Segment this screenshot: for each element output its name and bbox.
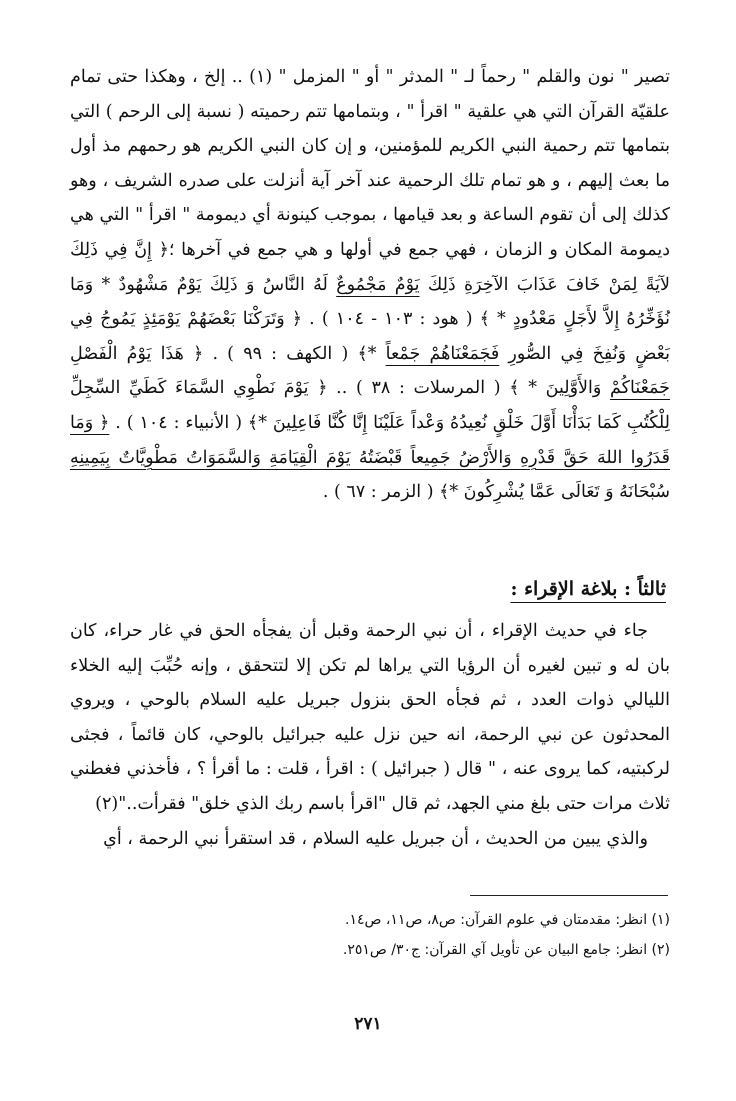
body-paragraph xyxy=(70,60,670,510)
body-text-run: تصير " نون والقلم " رحماً لـ " المدثر " أو " المزمل " (١) .. إلخ ، وهكذا حتى تمام علقيّة القرآن التي هي علقية " اقرأ " ، وبتمامها تتم رحميته ( نسبة إلى الرحم ) التي بتمامها تتم رحمية النبي الكريم للمؤمنين، و إن كان النبي الكريم هو رحمهم مذ أول ما بعث إليهم ، و هو تمام تلك الرحمية عند آخر آية أنزلت على صدره الشريف ، وهو كذلك إلى أن تقوم الساعة و بعد قيامها ، بموجب كينونة أي ديمومة " اقرأ " التي هي ديمومة المكان و الزمان ، فهي جمع في أولها و هي جمع في آخرها ؛﴿ إِنَّ فِي ذَلِكَ لآيَةً لِمَنْ خَافَ عَذَابَ الآخِرَةِ ذَلِكَ xyxy=(70,67,671,295)
body-text-run: وَالأَوَّلِينَ * ﴾ ( المرسلات : ٣٨ ) .. ﴿ يَوْمَ نَطْوِي السَّمَاءَ كَطَيِّ السِّجِلِّ لِلْكُتُبِ كَمَا بَدَأْنَا أَوَّلَ خَلْقٍ نُعِيدُهُ وَعْداً عَلَيْنَا إِنَّا كُنَّا فَاعِلِينَ *﴾ ( الأنبياء : ١٠٤ ) . xyxy=(70,378,670,433)
section-paragraph: والذي يبين من الحديث ، أن جبريل عليه السلام ، قد استقرأ نبي الرحمة ، أي xyxy=(103,828,648,849)
body-text-run: لَهُ النَّاسُ وَ ذَلِكَ يَوْمٌ مَشْهُودٌ * وَمَا نُؤَخِّرُهُ إِلاَّ لأَجَلٍ مَعْدُودٍ * ﴾ ( هود : ١٠٣ - ١٠٤ ) . ﴿ وَتَرَكْنَا بَعْضَهُمْ يَوْمَئِذٍ يَمُوجُ فِي بَعْضٍ وَنُفِخَ فِي الصُّورِ xyxy=(70,274,670,364)
body-text-run: سُبْحَانَهُ وَ تَعَالَى عَمَّا يُشْرِكُونَ *﴾ ( الزمر : ٦٧ ) . xyxy=(322,482,670,503)
section-text xyxy=(70,614,670,856)
footnotes xyxy=(70,905,670,965)
body-text-run: *﴾ ( الكهف : ٩٩ ) . ﴿ هَذَا يَوْمُ الْفَصْلِ xyxy=(70,343,386,364)
underlined-phrase: جَمَعْنَاكُمْ xyxy=(610,378,670,399)
underlined-phrase: يَوْمٌ مَجْمُوعٌ xyxy=(336,274,420,295)
page-number: ٢٧١ xyxy=(354,1014,382,1034)
underlined-phrase: فَجَمَعْنَاهُمْ جَمْعاً xyxy=(385,343,500,364)
footnote: (٢) انظر: جامع البيان عن تأويل آي القرآن: ج٣٠/ ص٢٥١. xyxy=(342,942,670,958)
body-text xyxy=(70,60,670,510)
footnote-divider xyxy=(470,895,668,896)
section-heading: ثالثاً : بلاغة الإقراء : xyxy=(510,578,666,600)
footnote: (١) انظر: مقدمتان في علوم القرآن: ص٨، ص١١، ص١٤. xyxy=(345,912,670,928)
section-paragraph: جاء في حديث الإقراء ، أن نبي الرحمة وقبل أن يفجأه الحق في غار حراء، كان بان له و تبين لغيره أن الرؤيا التي يراها لم تكن إلا لتتحقق ، وإنه حُبِّبَ إليه الخلاء الليالي ذوات العدد ، ثم فجأه الحق بنزول جبريل عليه السلام بالوحي ، ويروي المحدثون عن نبي الرحمة، انه حين نزل عليه جبرائيل بالوحي، كان قائماً ، فجثى لركبتيه، كما يروى عنه ، " قال ( جبرائيل ) : اقرأ ، قلت : ما أقرأ ؟ ، فأخذني فغطني ثلاث مرات حتى بلغ مني الجهد، ثم قال "اقرأ باسم ربك الذي خلق" فقرأت.."(٢) xyxy=(70,621,670,814)
underlined-phrase: ﴿ وَمَا قَدَرُوا اللهَ حَقَّ قَدْرِهِ وَالأَرْضُ جَمِيعاً قَبْضَتُهُ يَوْمَ الْقِيَامَةِ وَالسَّمَوَاتُ مَطْوِيَّاتٌ بِيَمِينِهِ xyxy=(70,412,670,468)
